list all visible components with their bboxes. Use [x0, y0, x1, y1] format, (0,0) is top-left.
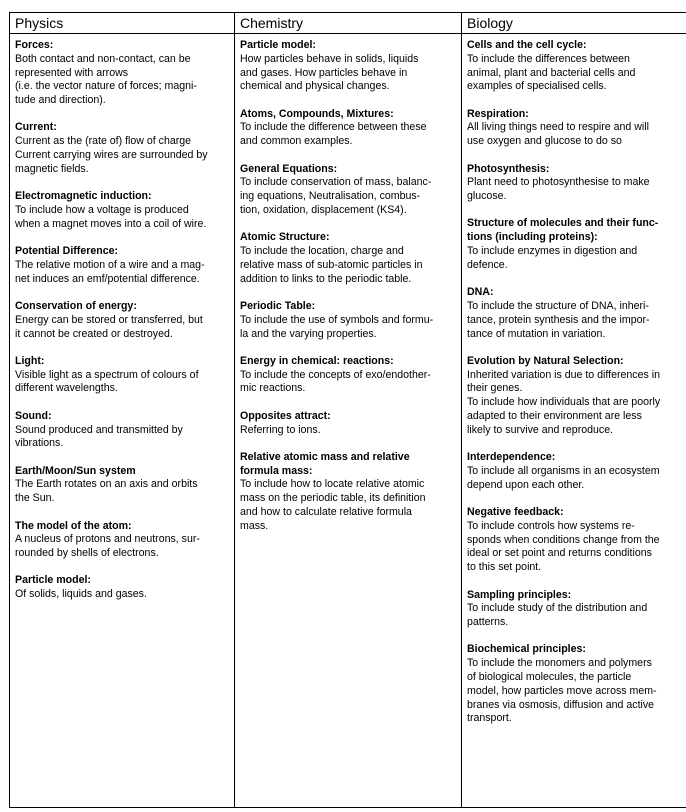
topic-text-line: relative mass of sub-atomic particles in — [240, 258, 423, 271]
topic-block — [15, 355, 230, 396]
topic-block — [240, 355, 457, 396]
topic-title: Light: — [15, 354, 45, 367]
topic-text-line: To include how individuals that are poorly — [467, 396, 661, 409]
topic-block — [15, 121, 230, 176]
topic-text-line: To include the structure of DNA, inheri- — [467, 299, 649, 312]
topic-title: DNA: — [467, 286, 494, 299]
topic-text-line: when a magnet moves into a coil of wire. — [15, 217, 207, 230]
topic-title: Sampling principles: — [467, 588, 572, 601]
curriculum-table-container — [9, 12, 686, 808]
topic-block — [467, 506, 686, 575]
topic-block — [15, 520, 230, 561]
topic-text-line: use oxygen and glucose to do so — [467, 135, 622, 148]
topic-text-line: of biological molecules, the particle — [467, 670, 632, 683]
topic-title: Evolution by Natural Selection: — [467, 354, 624, 367]
topic-text-line: (i.e. the vector nature of forces; magni- — [15, 80, 197, 93]
topic-text-line: Sound produced and transmitted by — [15, 423, 183, 436]
topic-text-line: depend upon each other. — [467, 478, 585, 491]
topic-text-line: Of solids, liquids and gases. — [15, 588, 147, 601]
topic-text-line: represented with arrows — [15, 66, 129, 79]
topic-text-line: The relative motion of a wire and a mag- — [15, 258, 205, 271]
header-physics: Physics — [10, 13, 235, 34]
topic-text-line: magnetic fields. — [15, 162, 89, 175]
topic-title: Biochemical principles: — [467, 643, 586, 656]
topic-text-line: addition to links to the periodic table. — [240, 272, 412, 285]
topic-text-line: animal, plant and bacterial cells and — [467, 66, 636, 79]
topic-text-line: tion, oxidation, displacement (KS4). — [240, 203, 407, 216]
topic-text-line: Both contact and non-contact, can be — [15, 52, 191, 65]
topic-title: Potential Difference: — [15, 245, 119, 258]
topic-title: Cells and the cell cycle: — [467, 39, 587, 51]
topic-text-line: different wavelengths. — [15, 382, 118, 395]
topic-title: Interdependence: — [467, 451, 556, 464]
topic-block — [240, 300, 457, 341]
topic-title: Current: — [15, 121, 57, 134]
topic-text-line: Current as the (rate of) flow of charge — [15, 135, 192, 148]
topic-block — [467, 643, 686, 726]
topic-block — [240, 451, 457, 534]
topic-text-line: examples of specialised cells. — [467, 80, 607, 93]
header-biology: Biology — [462, 13, 686, 34]
topic-title: Conservation of energy: — [15, 299, 137, 312]
topic-title: The model of the atom: — [15, 519, 132, 532]
topic-title: Energy in chemical: reactions: — [240, 354, 394, 367]
topic-text-line: transport. — [467, 712, 512, 725]
biology-column — [462, 34, 686, 808]
topic-text-line: To include controls how systems re- — [467, 519, 635, 532]
topic-block — [15, 190, 230, 231]
topic-text-line: To include how to locate relative atomic — [240, 478, 425, 491]
topic-title: Photosynthesis: — [467, 162, 550, 175]
topic-text-line: All living things need to respire and will — [467, 121, 649, 134]
topic-block — [240, 163, 457, 218]
topic-title: Relative atomic mass and relative — [240, 450, 410, 463]
topic-title: Particle model: — [240, 39, 316, 51]
topic-text-line: ing equations, Neutralisation, combus- — [240, 190, 421, 203]
topic-text-line: ideal or set point and returns conditions — [467, 547, 652, 560]
topic-block — [240, 410, 457, 438]
topic-text-line: Current carrying wires are surrounded by — [15, 149, 208, 162]
topic-block — [467, 217, 686, 272]
topic-block — [467, 451, 686, 492]
topic-text-line: To include all organisms in an ecosystem — [467, 464, 660, 477]
topic-title: Opposites attract: — [240, 409, 331, 422]
topic-block — [240, 108, 457, 149]
topic-text-line: it cannot be created or destroyed. — [15, 327, 173, 340]
topic-text-line: to this set point. — [467, 561, 542, 574]
header-row — [10, 13, 686, 34]
topic-text-line: la and the varying properties. — [240, 327, 377, 340]
topic-block — [467, 589, 686, 630]
topic-text-line: and gases. How particles behave in — [240, 66, 408, 79]
topic-title: General Equations: — [240, 162, 338, 175]
topic-text-line: glucose. — [467, 190, 507, 203]
topic-title: Electromagnetic induction: — [15, 190, 152, 203]
topic-title: Periodic Table: — [240, 299, 316, 312]
physics-column — [10, 34, 235, 808]
curriculum-table — [9, 12, 686, 808]
topic-title: Sound: — [15, 409, 52, 422]
topic-text-line: tude and direction). — [15, 94, 106, 107]
topic-text-line: net induces an emf/potential difference. — [15, 272, 200, 285]
topic-title: Structure of molecules and their func- — [467, 217, 659, 230]
topic-block — [15, 39, 230, 108]
topic-block — [15, 465, 230, 506]
topic-text-line: patterns. — [467, 616, 509, 629]
topic-text-line: likely to survive and reproduce. — [467, 423, 614, 436]
topic-text-line: The Earth rotates on an axis and orbits — [15, 478, 198, 491]
topic-title: Atomic Structure: — [240, 231, 330, 244]
topic-block — [467, 39, 686, 94]
topic-text-line: the Sun. — [15, 492, 55, 505]
topic-block — [15, 410, 230, 451]
topic-text-line: rounded by shells of electrons. — [15, 547, 159, 560]
topic-text-line: A nucleus of protons and neutrons, sur- — [15, 533, 200, 546]
topic-title-continued: tions (including proteins): — [467, 231, 598, 244]
topic-block — [240, 39, 457, 94]
topic-text-line: Visible light as a spectrum of colours of — [15, 368, 199, 381]
topic-text-line: their genes. — [467, 382, 523, 395]
topic-block — [467, 108, 686, 149]
topic-text-line: chemical and physical changes. — [240, 80, 390, 93]
topic-text-line: To include study of the distribution and — [467, 602, 648, 615]
content-row — [10, 34, 686, 808]
topic-text-line: To include the difference between these — [240, 121, 427, 134]
topic-text-line: To include the concepts of exo/endother- — [240, 368, 431, 381]
topic-block — [467, 163, 686, 204]
topic-text-line: branes via osmosis, diffusion and active — [467, 698, 655, 711]
topic-text-line: and how to calculate relative formula — [240, 506, 412, 519]
topic-text-line: vibrations. — [15, 437, 64, 450]
chemistry-column — [235, 34, 462, 808]
topic-text-line: Referring to ions. — [240, 423, 321, 436]
topic-text-line: Plant need to photosynthesise to make — [467, 176, 650, 189]
topic-text-line: mass on the periodic table, its definition — [240, 492, 426, 505]
topic-text-line: To include the monomers and polymers — [467, 657, 652, 670]
topic-text-line: model, how particles move across mem- — [467, 684, 657, 697]
topic-title-continued: formula mass: — [240, 464, 313, 477]
topic-title: Forces: — [15, 39, 54, 51]
topic-text-line: defence. — [467, 258, 508, 271]
topic-block — [15, 245, 230, 286]
topic-text-line: Inherited variation is due to differences in — [467, 368, 660, 381]
topic-block — [15, 300, 230, 341]
topic-title: Particle model: — [15, 574, 91, 587]
topic-text-line: Energy can be stored or transferred, but — [15, 313, 203, 326]
topic-text-line: How particles behave in solids, liquids — [240, 52, 419, 65]
topic-text-line: To include the use of symbols and formu- — [240, 313, 434, 326]
topic-title: Earth/Moon/Sun system — [15, 464, 136, 477]
topic-title: Negative feedback: — [467, 506, 564, 519]
topic-text-line: To include conservation of mass, balanc- — [240, 176, 432, 189]
topic-block — [467, 286, 686, 341]
topic-text-line: and common examples. — [240, 135, 353, 148]
topic-text-line: tance, protein synthesis and the impor- — [467, 313, 650, 326]
topic-text-line: To include the location, charge and — [240, 245, 404, 258]
header-chemistry: Chemistry — [235, 13, 462, 34]
topic-text-line: To include the differences between — [467, 52, 630, 65]
topic-block — [15, 574, 230, 602]
topic-text-line: To include enzymes in digestion and — [467, 245, 638, 258]
topic-text-line: tance of mutation in variation. — [467, 327, 606, 340]
topic-text-line: To include how a voltage is produced — [15, 203, 189, 216]
topic-text-line: mic reactions. — [240, 382, 306, 395]
topic-title: Respiration: — [467, 107, 529, 120]
topic-text-line: mass. — [240, 519, 269, 532]
topic-text-line: sponds when conditions change from the — [467, 533, 660, 546]
topic-text-line: adapted to their environment are less — [467, 410, 642, 423]
topic-title: Atoms, Compounds, Mixtures: — [240, 107, 394, 120]
topic-block — [240, 231, 457, 286]
topic-block — [467, 355, 686, 438]
